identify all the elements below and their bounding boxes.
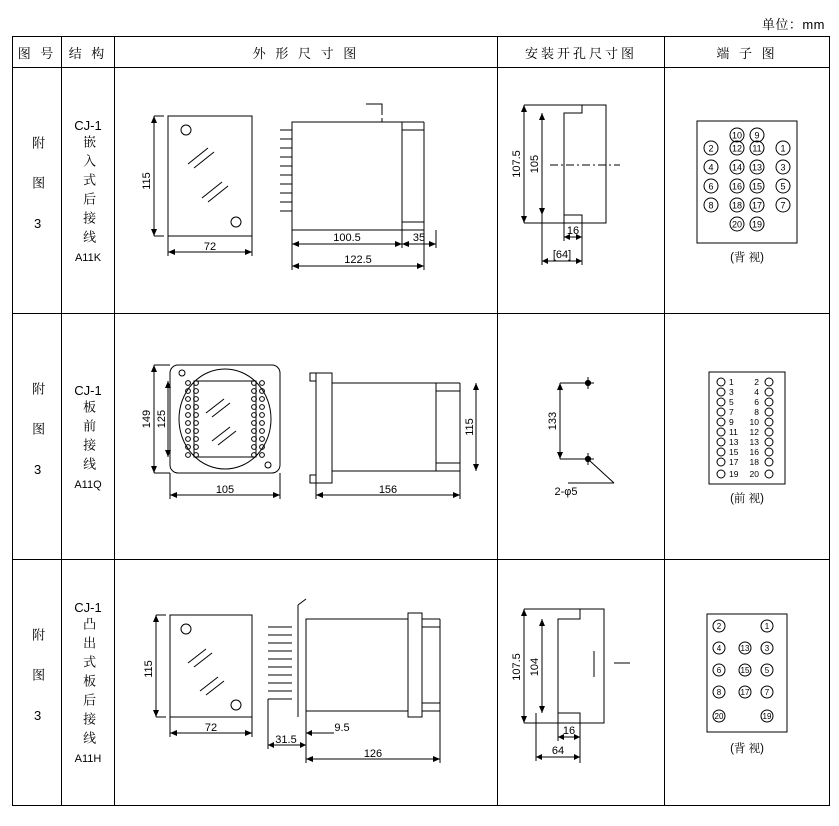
header-hole: 安装开孔尺寸图 xyxy=(498,37,665,68)
dim-64: [64] xyxy=(552,248,572,261)
svg-text:7: 7 xyxy=(729,406,734,417)
table-row xyxy=(13,314,830,560)
svg-text:18: 18 xyxy=(731,200,743,210)
dim-115: 115 xyxy=(143,659,155,678)
dim-72: 72 xyxy=(203,240,217,253)
cell-terminal-diagram xyxy=(665,68,830,314)
dim-122-5: 122.5 xyxy=(344,253,372,266)
svg-text:19: 19 xyxy=(751,219,763,229)
svg-text:18: 18 xyxy=(749,456,759,467)
structure-code: A11H xyxy=(74,753,102,765)
cell-outline-drawing xyxy=(115,314,498,560)
cell-outline-drawing xyxy=(115,68,498,314)
structure-text: 嵌入式后接线 xyxy=(81,134,97,249)
dim-16: 16 xyxy=(566,224,580,237)
svg-text:12: 12 xyxy=(749,426,759,437)
cell-fig-no xyxy=(13,560,62,806)
svg-text:13: 13 xyxy=(740,643,750,653)
hole-drawing-a11q xyxy=(502,357,660,517)
svg-text:4: 4 xyxy=(708,162,714,172)
dim-133: 133 xyxy=(547,411,559,430)
svg-text:19: 19 xyxy=(729,468,739,479)
cell-outline-drawing xyxy=(115,560,498,806)
terminal-diagram-a11h xyxy=(697,610,797,738)
fig-no-text: 附 图 3 xyxy=(30,381,46,483)
svg-text:12: 12 xyxy=(731,143,743,153)
header-terminal: 端 子 图 xyxy=(665,37,830,68)
svg-text:5: 5 xyxy=(729,396,734,407)
dim-64: 64 xyxy=(551,744,565,757)
dim-107-5: 107.5 xyxy=(511,149,523,178)
svg-text:1: 1 xyxy=(780,143,786,153)
dim-107-5: 107.5 xyxy=(511,652,523,681)
svg-text:3: 3 xyxy=(780,162,786,172)
dim-104: 104 xyxy=(529,657,541,676)
dim-105: 105 xyxy=(529,154,541,173)
svg-text:8: 8 xyxy=(708,200,714,210)
svg-text:20: 20 xyxy=(749,468,759,479)
dimension-table xyxy=(12,36,830,806)
svg-text:6: 6 xyxy=(716,665,722,675)
dim-126: 126 xyxy=(363,747,383,760)
cell-structure xyxy=(62,314,115,560)
svg-text:9: 9 xyxy=(729,416,734,427)
svg-text:10: 10 xyxy=(731,130,743,140)
svg-text:1: 1 xyxy=(729,376,734,387)
svg-text:20: 20 xyxy=(731,219,743,229)
cell-structure xyxy=(62,560,115,806)
dim-105: 105 xyxy=(215,483,235,496)
fig-no-text: 附 图 3 xyxy=(30,627,46,729)
svg-text:3: 3 xyxy=(729,386,734,397)
svg-text:3: 3 xyxy=(764,643,770,653)
svg-text:15: 15 xyxy=(751,181,763,191)
header-fig-no: 图 号 xyxy=(13,37,62,68)
dim-16: 16 xyxy=(562,724,576,737)
svg-text:11: 11 xyxy=(729,426,738,437)
unit-note: 单位：mm xyxy=(761,17,825,32)
dim-156: 156 xyxy=(378,483,398,496)
svg-text:5: 5 xyxy=(780,181,786,191)
dim-115: 115 xyxy=(464,417,476,436)
cell-hole-drawing xyxy=(498,314,665,560)
structure-text: 凸出式板后接线 xyxy=(81,617,97,750)
outline-drawing-a11k xyxy=(120,86,492,296)
terminal-diagram-a11q xyxy=(695,368,799,488)
svg-text:8: 8 xyxy=(754,406,759,417)
dim-100-5: 100.5 xyxy=(333,231,361,244)
structure-code: A11K xyxy=(74,251,102,264)
dim-72: 72 xyxy=(204,721,218,734)
cell-structure xyxy=(62,68,115,314)
svg-text:4: 4 xyxy=(716,643,722,653)
dim-9-5: 9.5 xyxy=(334,721,350,734)
table-header-row xyxy=(13,37,830,68)
outline-drawing-a11h xyxy=(120,593,492,773)
dim-149: 149 xyxy=(141,409,153,428)
cell-fig-no xyxy=(13,314,62,560)
svg-text:13: 13 xyxy=(751,162,763,172)
structure-model: CJ-1 xyxy=(74,382,102,398)
hole-drawing-a11k xyxy=(502,91,660,291)
svg-text:6: 6 xyxy=(754,396,759,407)
svg-text:16: 16 xyxy=(749,446,759,457)
svg-text:2: 2 xyxy=(716,621,722,631)
svg-text:1: 1 xyxy=(764,621,770,631)
svg-text:19: 19 xyxy=(762,711,772,721)
structure-model: CJ-1 xyxy=(74,117,102,133)
cell-hole-drawing xyxy=(498,560,665,806)
svg-text:15: 15 xyxy=(729,446,739,457)
cell-hole-drawing xyxy=(498,68,665,314)
terminal-caption: (背 视) xyxy=(730,742,764,755)
svg-text:4: 4 xyxy=(754,386,759,397)
svg-text:17: 17 xyxy=(729,456,739,467)
dim-115: 115 xyxy=(141,171,153,190)
svg-text:2: 2 xyxy=(754,376,759,387)
svg-text:20: 20 xyxy=(714,711,724,721)
svg-text:7: 7 xyxy=(764,687,770,697)
cell-terminal-diagram xyxy=(665,314,830,560)
cell-terminal-diagram xyxy=(665,560,830,806)
dim-31-5: 31.5 xyxy=(275,733,297,746)
svg-text:9: 9 xyxy=(754,130,760,140)
table-row xyxy=(13,68,830,314)
dim-2-phi5: 2-φ5 xyxy=(554,485,578,498)
structure-code: A11Q xyxy=(74,478,102,491)
svg-text:14: 14 xyxy=(731,162,743,172)
svg-text:5: 5 xyxy=(764,665,770,675)
terminal-caption: (背 视) xyxy=(730,251,764,264)
svg-text:15: 15 xyxy=(740,665,750,675)
svg-text:8: 8 xyxy=(716,687,722,697)
svg-text:7: 7 xyxy=(780,200,786,210)
svg-text:6: 6 xyxy=(708,181,714,191)
dim-35: 35 xyxy=(412,231,426,244)
hole-drawing-a11h xyxy=(502,593,660,773)
structure-model: CJ-1 xyxy=(74,600,102,615)
fig-no-text: 附 图 3 xyxy=(30,135,46,237)
svg-text:11: 11 xyxy=(752,143,762,153)
terminal-caption: (前 视) xyxy=(730,492,764,505)
svg-text:17: 17 xyxy=(740,687,750,697)
svg-text:13: 13 xyxy=(729,436,739,447)
svg-text:16: 16 xyxy=(731,181,743,191)
table-row xyxy=(13,560,830,806)
dim-125: 125 xyxy=(156,409,168,428)
terminal-diagram-a11k xyxy=(693,117,801,247)
header-outline: 外 形 尺 寸 图 xyxy=(115,37,498,68)
svg-text:10: 10 xyxy=(749,416,759,427)
svg-text:13: 13 xyxy=(749,436,759,447)
structure-text: 板前接线 xyxy=(81,399,97,476)
outline-drawing-a11q xyxy=(120,347,492,527)
svg-text:17: 17 xyxy=(751,200,763,210)
cell-fig-no xyxy=(13,68,62,314)
svg-text:2: 2 xyxy=(708,143,714,153)
header-structure: 结 构 xyxy=(62,37,115,68)
